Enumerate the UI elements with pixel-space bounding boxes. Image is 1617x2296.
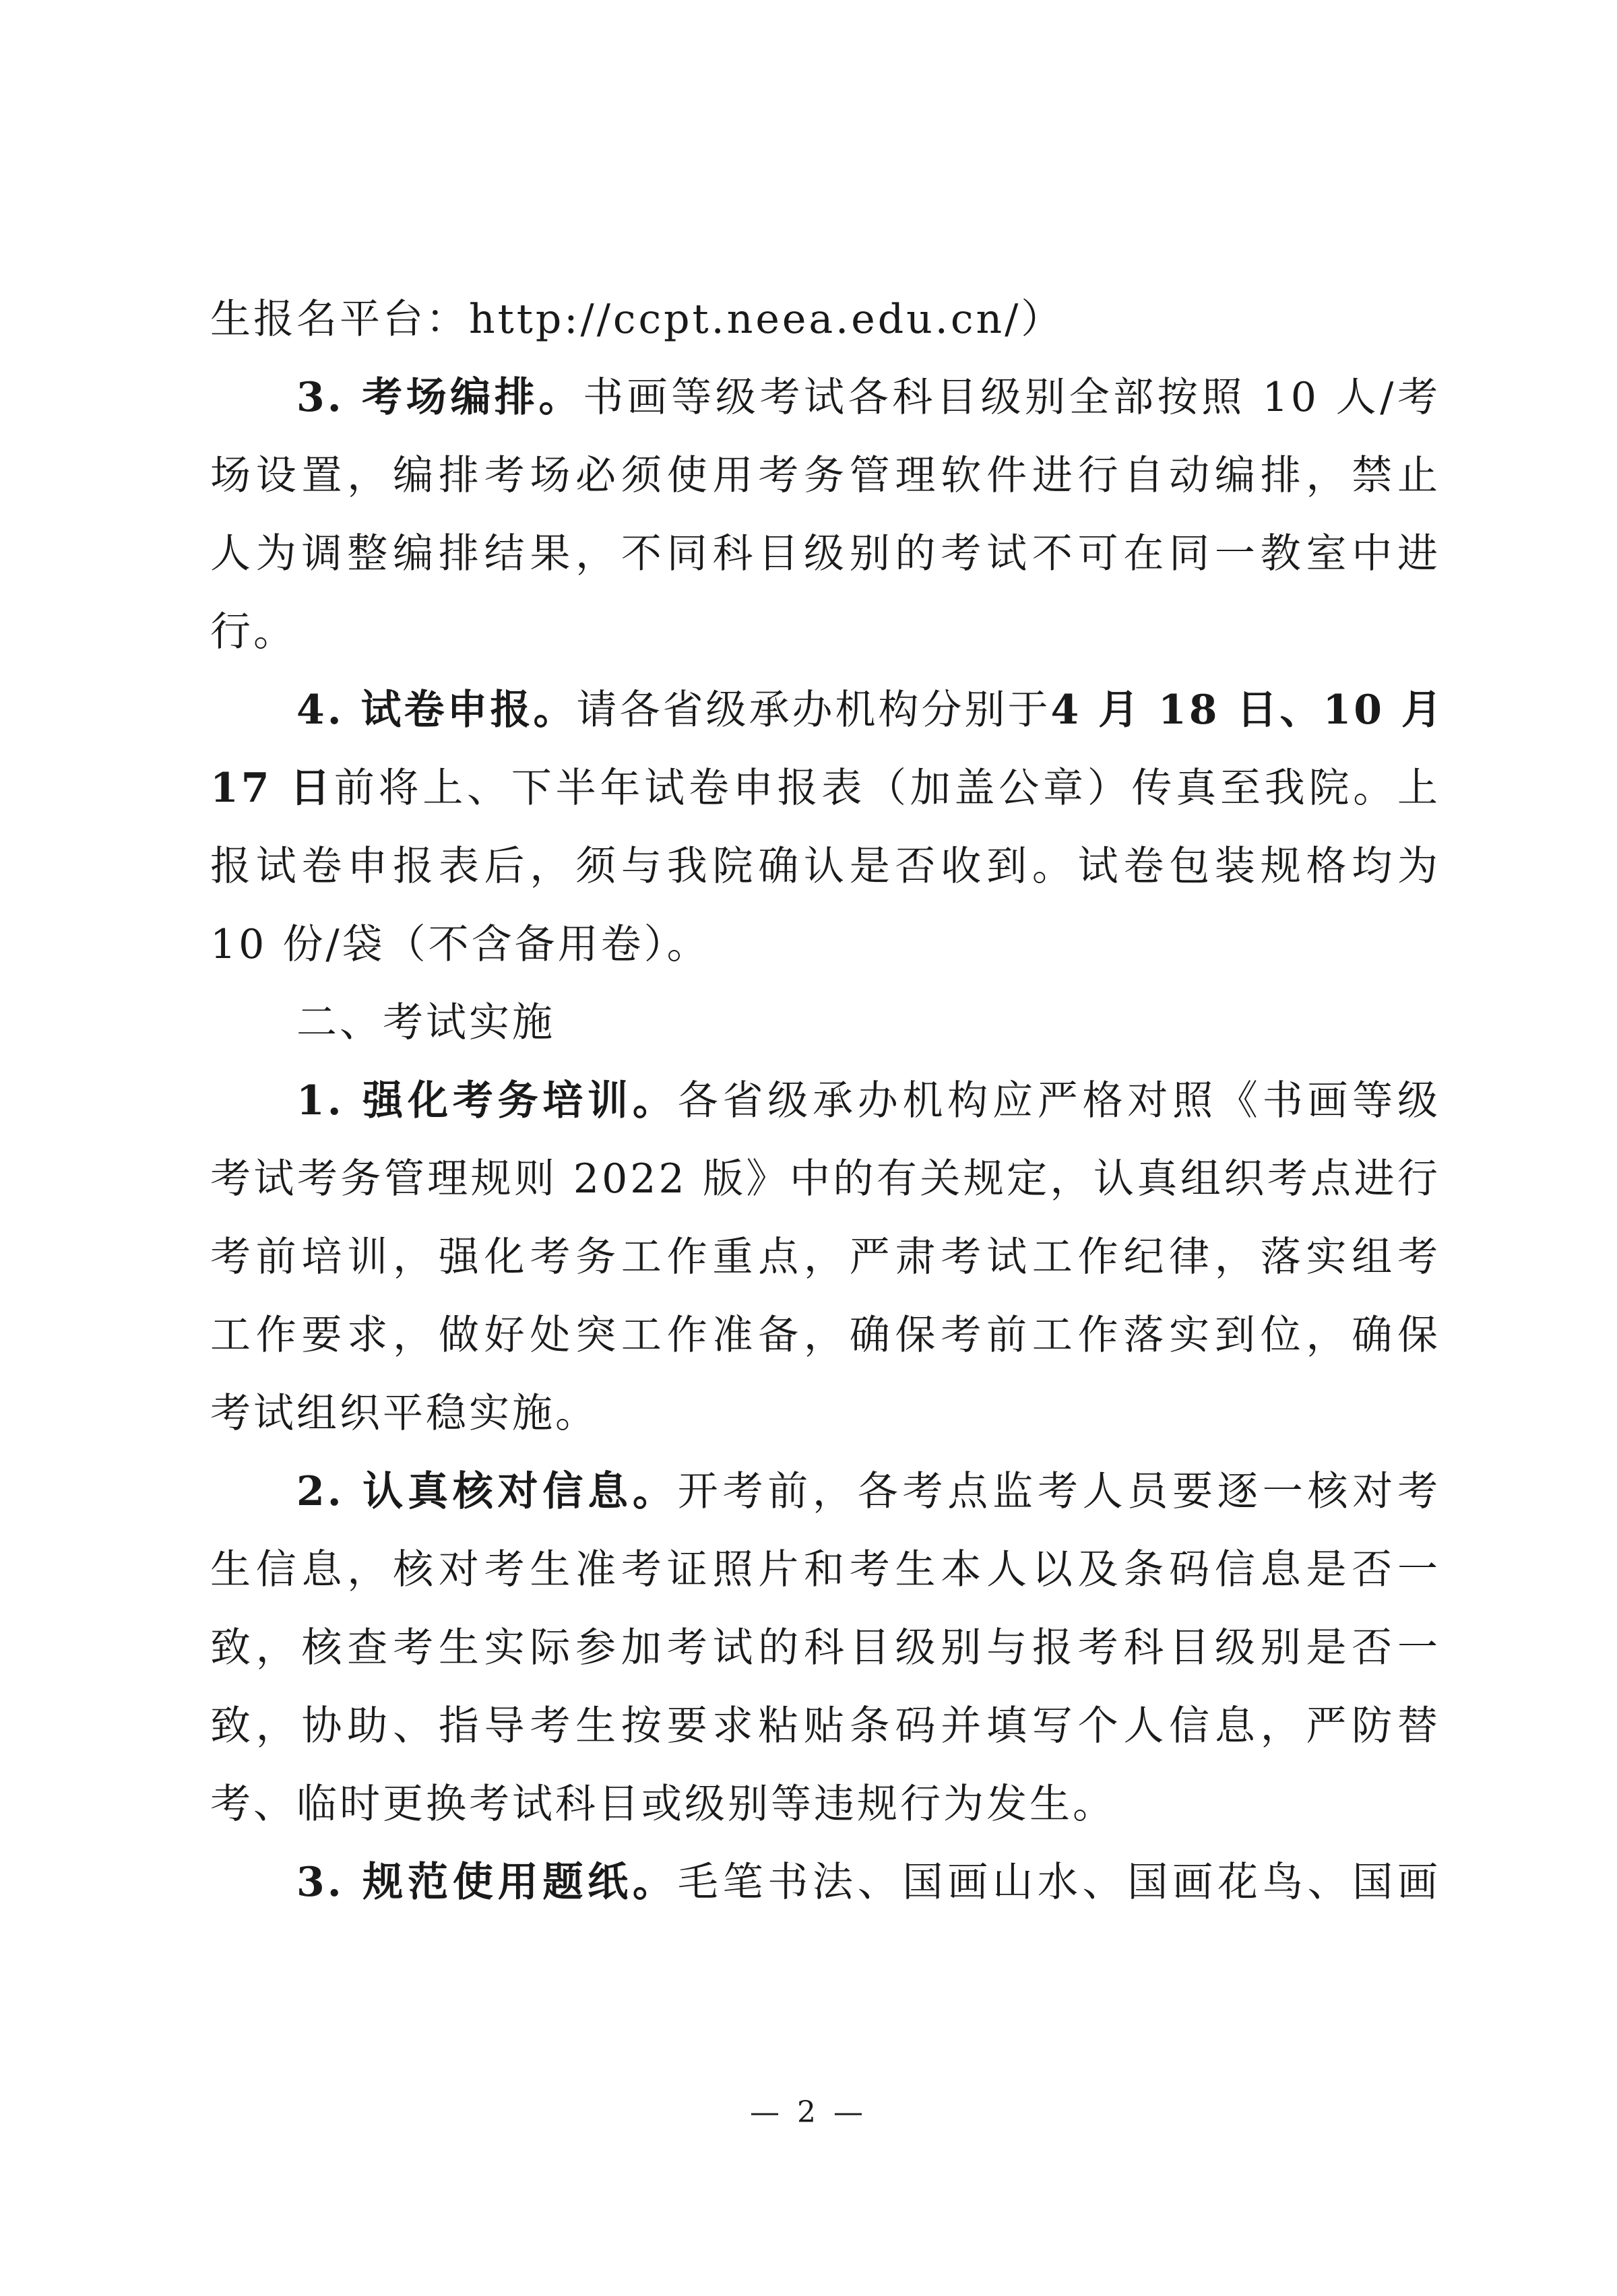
line-text: 工作要求，做好处突工作准备，确保考前工作落实到位，确保 xyxy=(210,1312,1440,1359)
line-text: 人为调整编排结果，不同科目级别的考试不可在同一教室中进 xyxy=(210,530,1440,577)
line-text: 场设置，编排考场必须使用考务管理软件进行自动编排，禁止 xyxy=(210,452,1440,499)
line-text: 生信息，核对考生准考证照片和考生本人以及条码信息是否一 xyxy=(210,1546,1440,1593)
text-line xyxy=(210,1218,1440,1296)
deadline-date: 17 日 xyxy=(210,765,334,812)
paragraph-answer-paper xyxy=(210,1843,1440,1921)
line-text: 生报名平台：http://ccpt.neea.edu.cn/） xyxy=(210,296,1065,343)
text-line xyxy=(210,593,1440,671)
line-text: 前将上、下半年试卷申报表（加盖公章）传真至我院。上 xyxy=(334,765,1441,812)
line-text: 考、临时更换考试科目或级别等违规行为发生。 xyxy=(210,1781,1116,1828)
line-text: 致，核查考生实际参加考试的科目级别与报考科目级别是否一 xyxy=(210,1624,1440,1671)
line-text: 10 份/袋（不含备用卷）。 xyxy=(210,921,710,968)
text-line xyxy=(210,1765,1440,1843)
line-text: 行。 xyxy=(210,608,296,656)
item-heading: 3. 规范使用题纸。 xyxy=(296,1859,678,1906)
document-body xyxy=(210,280,1445,1921)
line-text: 请各省级承办机构分别于 xyxy=(576,687,1051,734)
page-number: — 2 — xyxy=(750,2095,867,2130)
line-text: 致，协助、指导考生按要求粘贴条码并填写个人信息，严防替 xyxy=(210,1702,1440,1750)
line-text: 书画等级考试各科目级别全部按照 10 人/考 xyxy=(583,374,1440,421)
line-text: 报试卷申报表后，须与我院确认是否收到。试卷包装规格均为 xyxy=(210,843,1440,890)
line-text: 考试组织平稳实施。 xyxy=(210,1390,598,1437)
paragraph-exam-room-arrangement xyxy=(210,358,1440,437)
section-heading xyxy=(210,984,1440,1062)
paragraph-exam-paper-declaration xyxy=(210,671,1445,749)
line-text: 考前培训，强化考务工作重点，严肃考试工作纪律，落实组考 xyxy=(210,1234,1440,1281)
section-title: 二、考试实施 xyxy=(296,999,555,1046)
line-text: 考试考务管理规则 2022 版》中的有关规定，认真组织考点进行 xyxy=(210,1155,1440,1203)
item-heading: 1. 强化考务培训。 xyxy=(296,1077,678,1124)
text-line xyxy=(210,905,1440,984)
text-line xyxy=(210,280,1440,358)
line-text: 毛笔书法、国画山水、国画花鸟、国画 xyxy=(677,1859,1440,1906)
text-line xyxy=(210,827,1440,905)
text-line xyxy=(210,437,1440,515)
paragraph-verify-info xyxy=(210,1453,1440,1531)
text-line xyxy=(210,1609,1440,1687)
item-heading: 2. 认真核对信息。 xyxy=(296,1468,678,1515)
line-text: 开考前，各考点监考人员要逐一核对考 xyxy=(677,1468,1440,1515)
text-line xyxy=(210,1687,1440,1765)
text-line xyxy=(210,749,1440,827)
text-line xyxy=(210,1531,1440,1609)
paragraph-training xyxy=(210,1062,1440,1140)
line-text: 各省级承办机构应严格对照《书画等级 xyxy=(677,1077,1440,1124)
item-heading: 4. 试卷申报。 xyxy=(296,687,577,734)
item-heading: 3. 考场编排。 xyxy=(296,374,583,421)
text-line xyxy=(210,1296,1440,1374)
text-line xyxy=(210,1140,1440,1218)
text-line xyxy=(210,515,1440,593)
deadline-dates: 4 月 18 日、10 月 xyxy=(1050,687,1445,734)
text-line xyxy=(210,1374,1440,1453)
